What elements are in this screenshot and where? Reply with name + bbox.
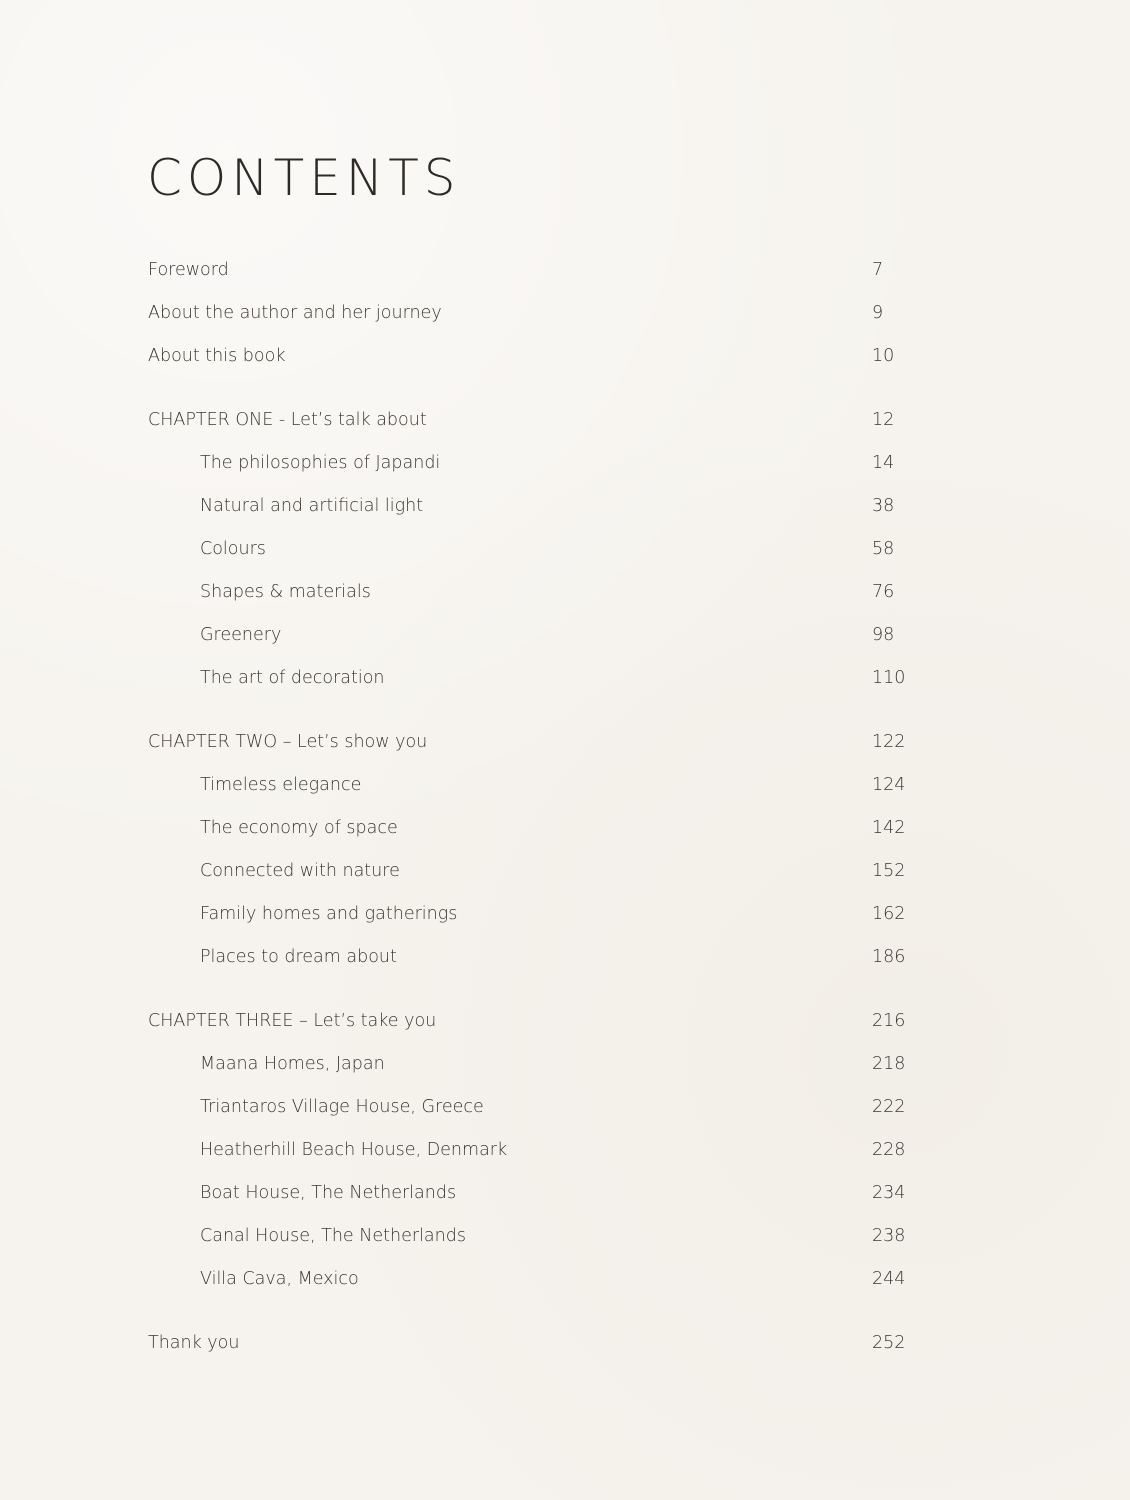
toc-entry-philosophies[interactable] xyxy=(0,449,1130,477)
toc-entry-label: Connected with nature xyxy=(200,861,400,881)
toc-entry-label: CHAPTER ONE - Let’s talk about xyxy=(148,410,427,430)
toc-entry-family-homes[interactable] xyxy=(0,900,1130,928)
toc-entry-page-number: 10 xyxy=(872,346,895,366)
toc-entry-page-number: 110 xyxy=(872,668,906,688)
toc-entry-page-number: 186 xyxy=(872,947,906,967)
toc-entry-page-number: 12 xyxy=(872,410,895,430)
toc-entry-label: Shapes & materials xyxy=(200,582,371,602)
toc-entry-label: Places to dream about xyxy=(200,947,397,967)
toc-entry-boat-house[interactable] xyxy=(0,1179,1130,1207)
toc-entry-page-number: 222 xyxy=(872,1097,906,1117)
toc-entry-page-number: 238 xyxy=(872,1226,906,1246)
toc-entry-page-number: 216 xyxy=(872,1011,906,1031)
toc-entry-label: CHAPTER THREE – Let’s take you xyxy=(148,1011,437,1031)
toc-entry-chapter-three[interactable] xyxy=(0,1007,1130,1035)
toc-entry-label: About this book xyxy=(148,346,286,366)
toc-entry-label: Family homes and gatherings xyxy=(200,904,458,924)
toc-entry-page-number: 228 xyxy=(872,1140,906,1160)
toc-entry-economy-of-space[interactable] xyxy=(0,814,1130,842)
toc-entry-shapes-materials[interactable] xyxy=(0,578,1130,606)
toc-entry-light[interactable] xyxy=(0,492,1130,520)
toc-entry-label: Maana Homes, Japan xyxy=(200,1054,385,1074)
toc-entry-page-number: 38 xyxy=(872,496,895,516)
toc-entry-page-number: 122 xyxy=(872,732,906,752)
toc-entry-label: Greenery xyxy=(200,625,282,645)
toc-entry-villa-cava[interactable] xyxy=(0,1265,1130,1293)
toc-entry-label: Canal House, The Netherlands xyxy=(200,1226,466,1246)
toc-entry-canal-house[interactable] xyxy=(0,1222,1130,1250)
toc-entry-label: Natural and artificial light xyxy=(200,496,424,516)
toc-entry-label: Thank you xyxy=(148,1333,240,1353)
toc-entry-page-number: 76 xyxy=(872,582,895,602)
toc-entry-maana-homes[interactable] xyxy=(0,1050,1130,1078)
page-title: CONTENTS xyxy=(147,149,461,207)
toc-entry-label: Villa Cava, Mexico xyxy=(200,1269,359,1289)
toc-entry-label: CHAPTER TWO – Let’s show you xyxy=(148,732,428,752)
toc-entry-decoration[interactable] xyxy=(0,664,1130,692)
toc-entry-about-book[interactable] xyxy=(0,342,1130,370)
toc-entry-chapter-two[interactable] xyxy=(0,728,1130,756)
toc-entry-page-number: 58 xyxy=(872,539,895,559)
toc-entry-page-number: 9 xyxy=(872,303,884,323)
toc-entry-triantaros[interactable] xyxy=(0,1093,1130,1121)
toc-entry-label: The philosophies of Japandi xyxy=(200,453,441,473)
toc-entry-timeless-elegance[interactable] xyxy=(0,771,1130,799)
toc-entry-label: Triantaros Village House, Greece xyxy=(200,1097,484,1117)
toc-entry-greenery[interactable] xyxy=(0,621,1130,649)
toc-entry-foreword[interactable] xyxy=(0,256,1130,284)
toc-entry-page-number: 98 xyxy=(872,625,895,645)
toc-entry-label: About the author and her journey xyxy=(148,303,442,323)
toc-entry-label: Timeless elegance xyxy=(200,775,362,795)
toc-entry-page-number: 244 xyxy=(872,1269,906,1289)
toc-entry-page-number: 142 xyxy=(872,818,906,838)
toc-entry-page-number: 152 xyxy=(872,861,906,881)
toc-entry-colours[interactable] xyxy=(0,535,1130,563)
toc-entry-page-number: 234 xyxy=(872,1183,906,1203)
toc-entry-label: The economy of space xyxy=(200,818,398,838)
toc-entry-label: Foreword xyxy=(148,260,229,280)
toc-entry-label: Heatherhill Beach House, Denmark xyxy=(200,1140,508,1160)
toc-entry-label: Boat House, The Netherlands xyxy=(200,1183,457,1203)
toc-entry-chapter-one[interactable] xyxy=(0,406,1130,434)
toc-entry-page-number: 7 xyxy=(872,260,884,280)
toc-entry-about-author[interactable] xyxy=(0,299,1130,327)
toc-entry-heatherhill[interactable] xyxy=(0,1136,1130,1164)
toc-entry-label: The art of decoration xyxy=(200,668,385,688)
toc-entry-page-number: 14 xyxy=(872,453,895,473)
toc-entry-connected-nature[interactable] xyxy=(0,857,1130,885)
toc-entry-label: Colours xyxy=(200,539,266,559)
toc-entry-page-number: 218 xyxy=(872,1054,906,1074)
toc-entry-page-number: 124 xyxy=(872,775,906,795)
toc-entry-page-number: 162 xyxy=(872,904,906,924)
toc-entry-places-to-dream[interactable] xyxy=(0,943,1130,971)
toc-entry-thank-you[interactable] xyxy=(0,1329,1130,1357)
toc-entry-page-number: 252 xyxy=(872,1333,906,1353)
